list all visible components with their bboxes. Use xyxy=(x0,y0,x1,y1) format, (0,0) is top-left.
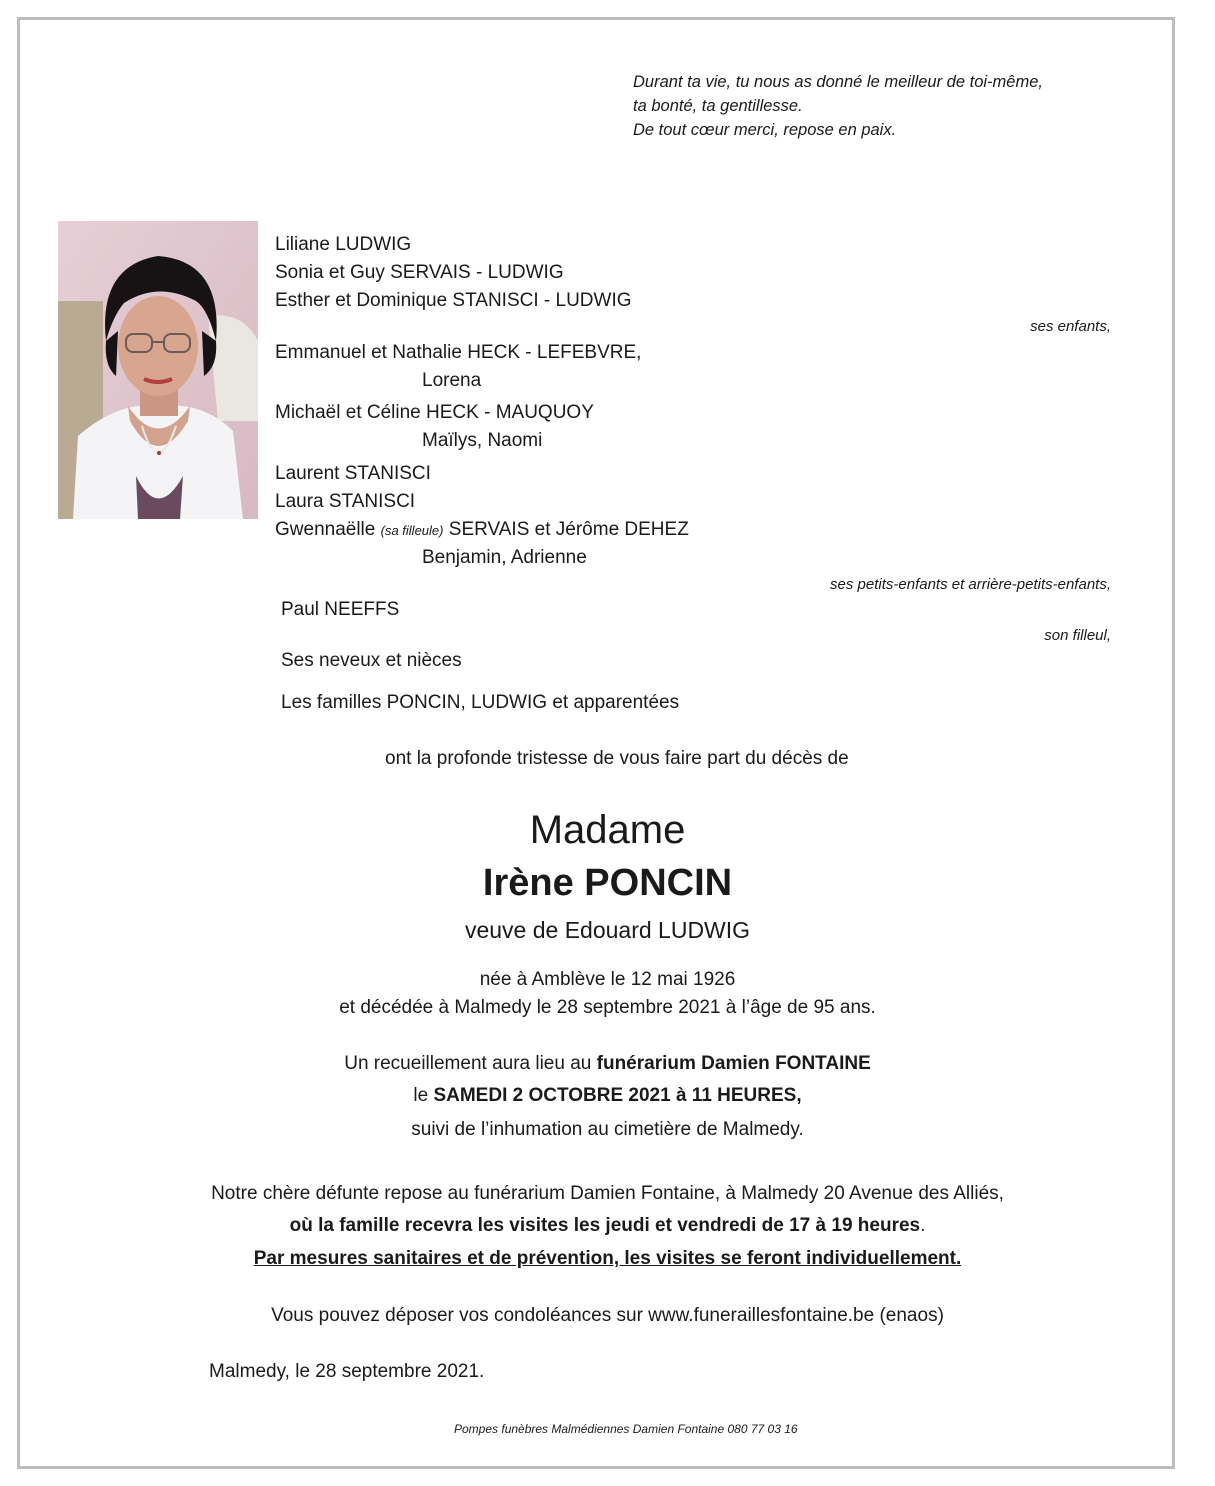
place-date: Malmedy, le 28 septembre 2021. xyxy=(209,1361,485,1382)
announcement: ont la profonde tristesse de vous faire part du décès de xyxy=(385,748,849,769)
grandchild-first-name: Gwennaëlle xyxy=(275,519,376,540)
death-info: et décédée à Malmedy le 28 septembre 2021 à l’âge de 95 ans. xyxy=(339,997,876,1018)
ceremony-pre: Un recueillement aura lieu au xyxy=(344,1053,597,1074)
deceased-title: Madame xyxy=(529,808,686,852)
great-grandchild-names: Benjamin, Adrienne xyxy=(422,547,587,568)
grandchild-name xyxy=(275,519,689,541)
poem xyxy=(633,70,1043,142)
grandchild-name: Laura STANISCI xyxy=(275,491,416,512)
ceremony-date-bold: SAMEDI 2 OCTOBRE 2021 à 11 HEURES, xyxy=(433,1085,802,1106)
sanitary-text: Par mesures sanitaires et de prévention, les visites se feront individuellement. xyxy=(253,1248,962,1269)
ceremony-date xyxy=(0,1085,1215,1107)
child-name: Sonia et Guy SERVAIS - LUDWIG xyxy=(275,262,564,283)
visits-end: . xyxy=(920,1215,926,1236)
great-grandchild-names: Maïlys, Naomi xyxy=(422,430,543,451)
grandchild-name: Laurent STANISCI xyxy=(275,463,431,484)
nephews-nieces: Ses neveux et nièces xyxy=(281,650,462,671)
funeral-home: funérarium Damien FONTAINE xyxy=(596,1053,871,1074)
poem-line: Durant ta vie, tu nous as donné le meilleur de toi-même, xyxy=(633,73,1043,91)
godson-role: son filleul, xyxy=(1044,627,1111,644)
ceremony-location xyxy=(0,1053,1215,1075)
poem-line: ta bonté, ta gentillesse. xyxy=(633,97,803,115)
families: Les familles PONCIN, LUDWIG et apparentées xyxy=(281,692,680,713)
grandchild-name: Michaël et Céline HECK - MAUQUOY xyxy=(275,402,594,423)
grandchild-name: Emmanuel et Nathalie HECK - LEFEBVRE, xyxy=(275,342,642,363)
condolences: Vous pouvez déposer vos condoléances sur www.funeraillesfontaine.be (enaos) xyxy=(271,1305,944,1326)
grandchild-rest-name: SERVAIS et Jérôme DEHEZ xyxy=(448,519,689,540)
great-grandchild-names: Lorena xyxy=(422,370,482,391)
visits-hours: où la famille recevra les visites les jeudi et vendredi de 17 à 19 heures xyxy=(289,1215,921,1236)
burial-info: suivi de l’inhumation au cimetière de Malmedy. xyxy=(411,1119,804,1140)
child-name: Liliane LUDWIG xyxy=(275,234,412,255)
widow-of: veuve de Edouard LUDWIG xyxy=(464,917,751,943)
sanitary-notice xyxy=(0,1248,1215,1270)
children-role: ses enfants, xyxy=(1030,318,1111,335)
birth-info: née à Amblève le 12 mai 1926 xyxy=(479,969,736,990)
deceased-photo xyxy=(58,221,258,519)
poem-line: De tout cœur merci, repose en paix. xyxy=(633,121,897,139)
footer-funeral-home: Pompes funèbres Malmédiennes Damien Fontaine 080 77 03 16 xyxy=(454,1422,798,1436)
grandchildren-role: ses petits-enfants et arrière-petits-enfants, xyxy=(830,576,1111,593)
repose-info: Notre chère défunte repose au funérarium Damien Fontaine, à Malmedy 20 Avenue des Alliés, xyxy=(211,1183,1004,1204)
deceased-name: Irène PONCIN xyxy=(482,862,733,904)
ceremony-date-pre: le xyxy=(413,1085,434,1106)
child-name: Esther et Dominique STANISCI - LUDWIG xyxy=(275,290,632,311)
visits-info xyxy=(0,1215,1215,1237)
goddaughter-note: (sa filleule) xyxy=(380,523,444,538)
godson-name: Paul NEEFFS xyxy=(281,599,400,620)
